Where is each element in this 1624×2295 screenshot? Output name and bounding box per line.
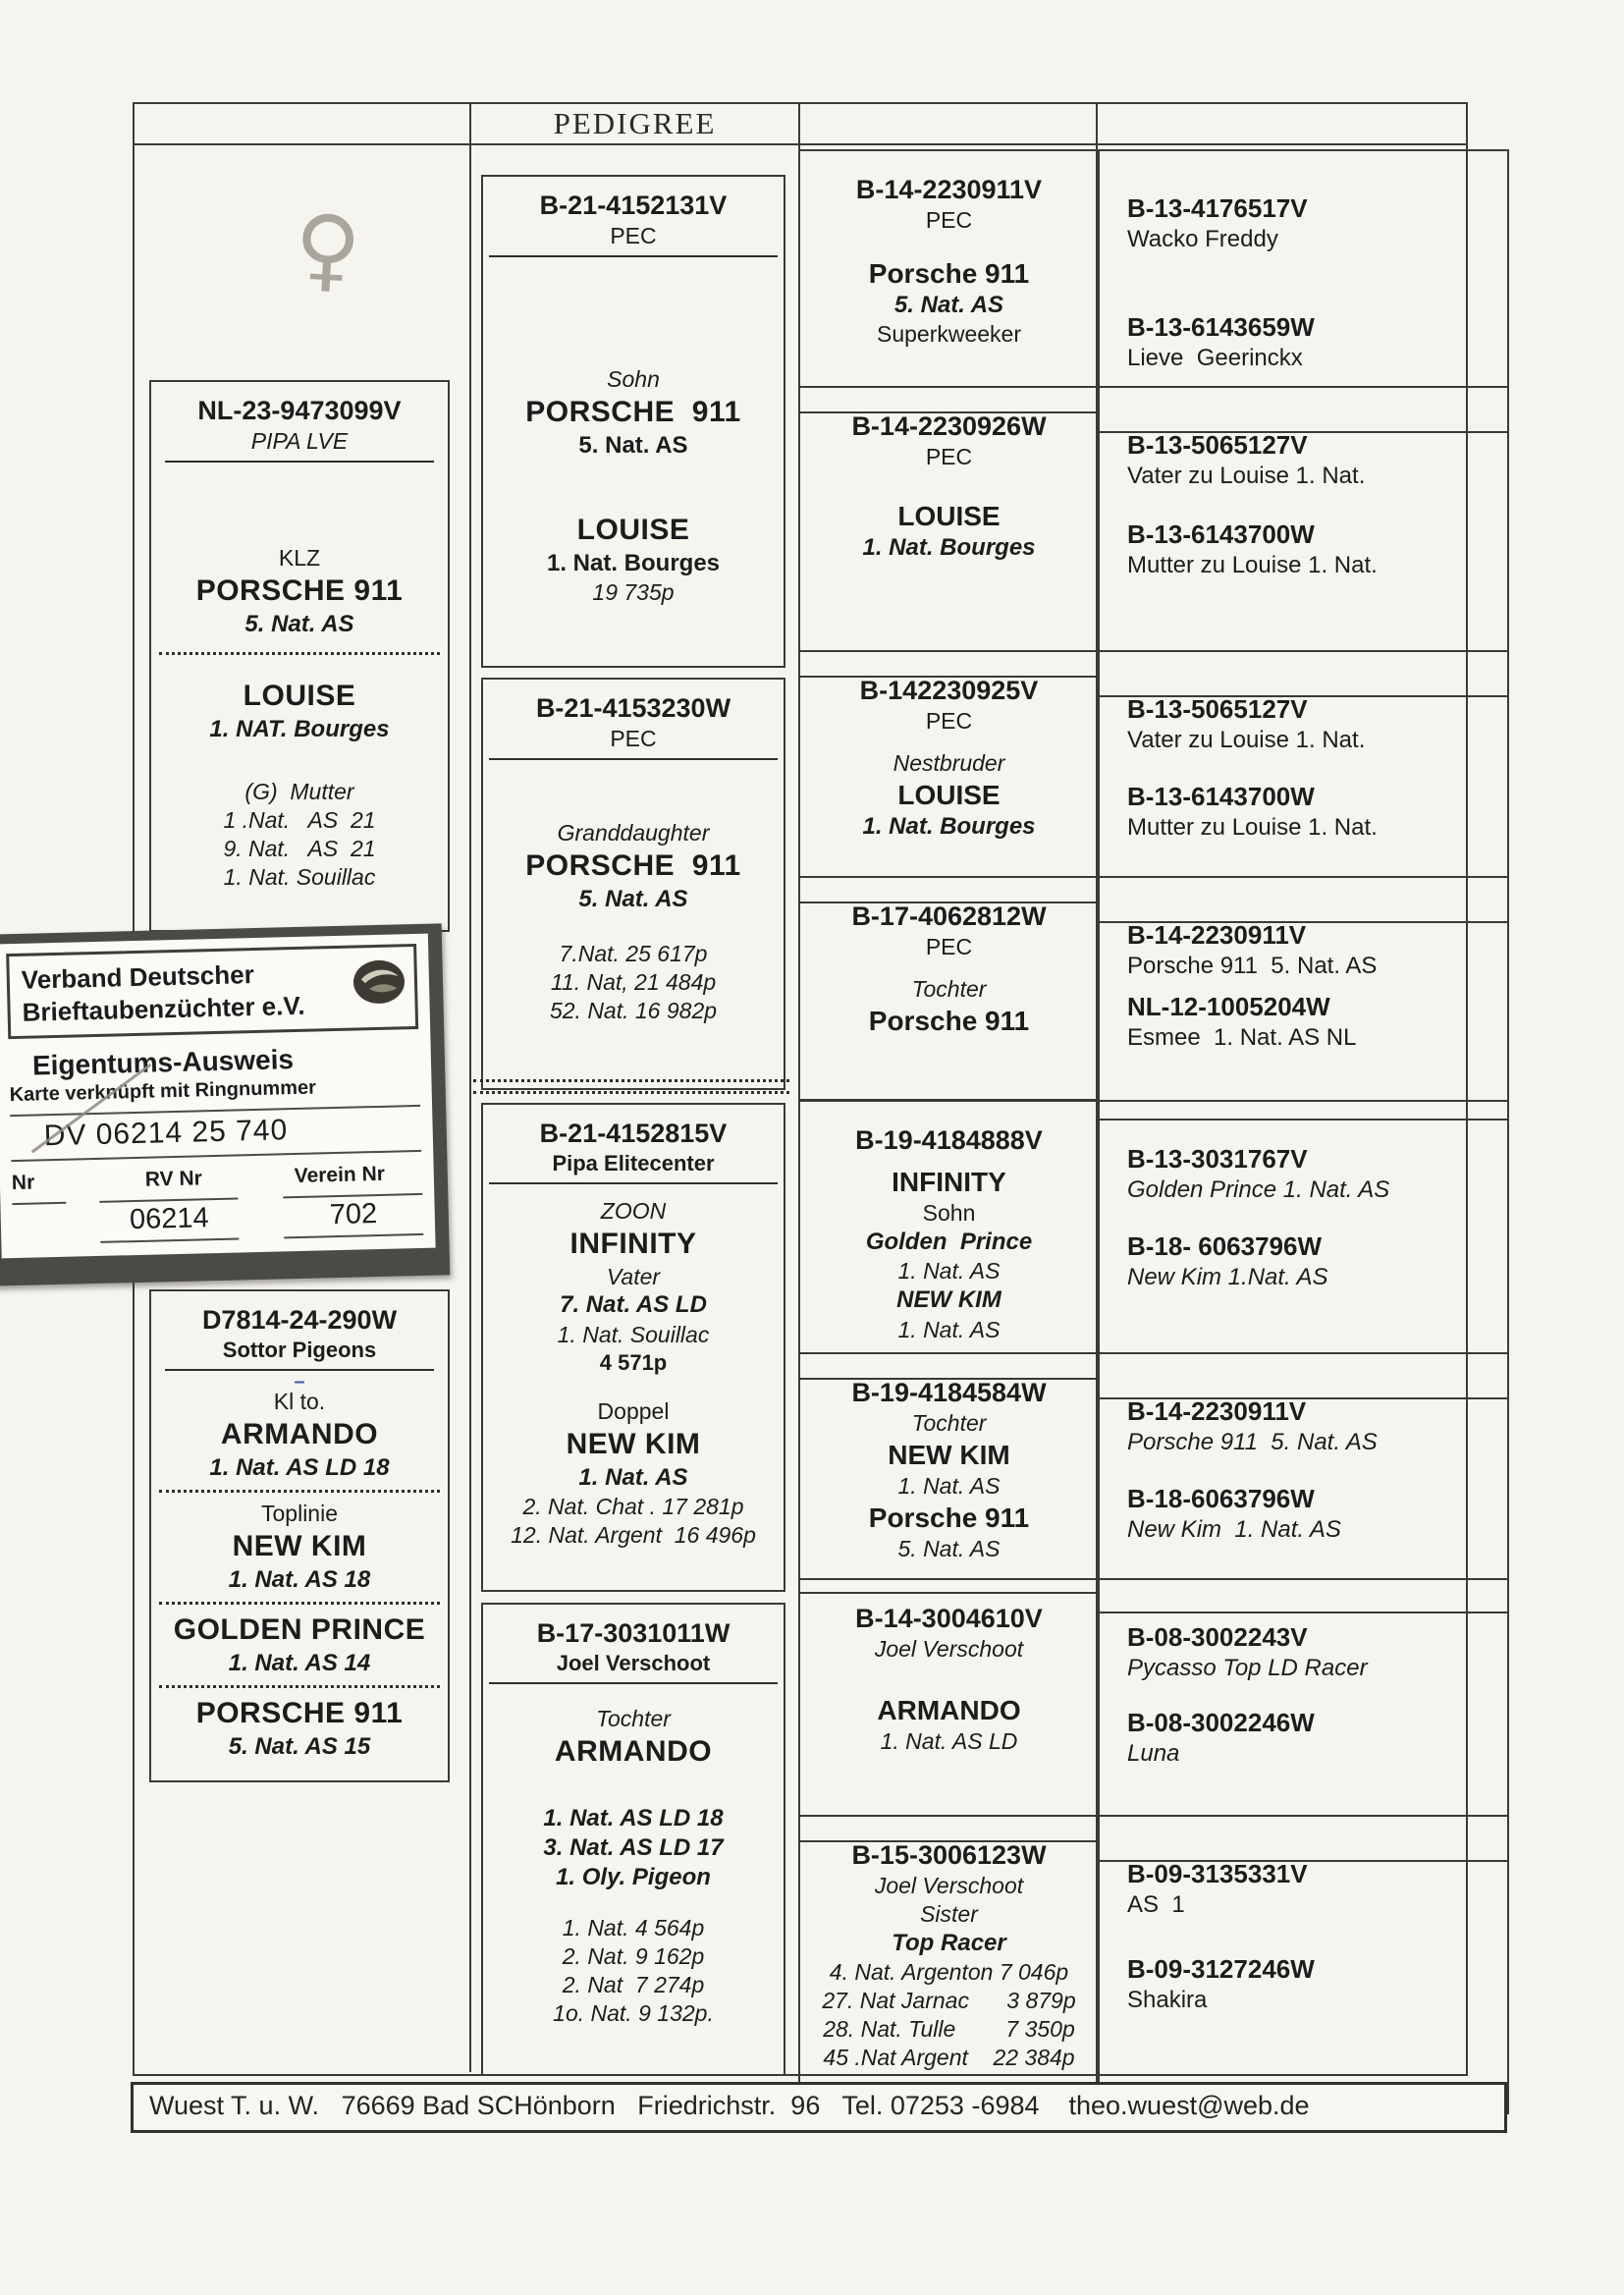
spacer [483, 914, 784, 940]
gen3-cell-1 [798, 149, 1100, 413]
ring-number: B-13-3031767V [1127, 1144, 1308, 1174]
ring-number: B-15-3006123W [851, 1840, 1047, 1870]
bird-name: LOUISE [897, 779, 1001, 810]
bird-name: Esmee 1. Nat. AS NL [1127, 1023, 1357, 1051]
source-line: PEC [925, 207, 973, 234]
subject-box [149, 380, 450, 932]
bird-name: Golden Prince [865, 1229, 1033, 1256]
rule-line [165, 461, 434, 463]
result-line: 5. Nat. AS [578, 431, 688, 459]
dotted-separator [159, 1602, 440, 1605]
text-line: Sohn [922, 1200, 976, 1227]
spacer [800, 736, 1098, 749]
result-line: 11. Nat, 21 484p [550, 968, 717, 995]
text-line: Kl to. [273, 1388, 326, 1414]
bird-name: Porsche 911 [868, 1503, 1030, 1534]
spacer [483, 1376, 784, 1397]
bird-name: GOLDEN PRINCE [173, 1612, 426, 1646]
ring-number: B-13-6143659W [1127, 311, 1315, 342]
column-divider [469, 102, 471, 2072]
result-line: 5. Nat. AS [897, 1536, 1001, 1562]
gen4-cell-4 [1096, 876, 1509, 1120]
text-line: (G) Mutter [244, 779, 354, 805]
ring-number: B-19-4184584W [851, 1378, 1047, 1407]
gen3-cell-4 [798, 876, 1100, 1101]
bird-name: LOUISE [897, 500, 1001, 531]
bird-name: New Kim 1.Nat. AS [1127, 1263, 1328, 1290]
result-line: 27. Nat Jarnac 3 879p [822, 1988, 1076, 2014]
spacer [1127, 1683, 1497, 1707]
ring-number: B-14-2230911V [855, 175, 1043, 204]
spacer [483, 262, 784, 365]
text-line: Tochter [911, 975, 987, 1002]
spacer [800, 471, 1098, 499]
bird-name: PORSCHE 911 [195, 574, 404, 607]
verein-value: 702 [284, 1193, 424, 1238]
verband-logo-icon [351, 956, 406, 1014]
bird-name: Porsche 911 [868, 257, 1030, 289]
bird-name: ARMANDO [877, 1694, 1021, 1725]
result-line: 1. Nat. AS [897, 1316, 1001, 1342]
source-line: PIPA LVE [250, 428, 349, 455]
source-line: PEC [925, 444, 973, 470]
gen2-box-3 [481, 1103, 785, 1592]
spacer [483, 1771, 784, 1804]
text-line: Sister [920, 1900, 978, 1927]
result-line: 2. Nat. 9 162p [562, 1943, 705, 1970]
ring-number: B-13-5065127V [1127, 694, 1308, 724]
result-line: 1. Nat. Bourges [546, 549, 721, 576]
spacer [1127, 1920, 1497, 1953]
spacer [483, 1189, 784, 1197]
spacer [151, 467, 448, 544]
nr-value-field [12, 1202, 67, 1245]
source-line: Sottor Pigeons [222, 1338, 377, 1363]
bird-name: Porsche 911 5. Nat. AS [1127, 952, 1378, 979]
text-line: Doppel [597, 1398, 670, 1425]
result-line: 28. Nat. Tulle 7 350p [823, 2016, 1075, 2043]
text-line: Nestbruder [893, 749, 1005, 776]
bird-name: Golden Prince 1. Nat. AS [1127, 1175, 1390, 1203]
result-line: 1. Nat. Bourges [862, 534, 1036, 562]
bird-name: ARMANDO [220, 1417, 379, 1450]
result-line: 52. Nat. 16 982p [549, 997, 718, 1023]
source-line: Joel Verschoot [874, 1636, 1024, 1663]
result-line: 2. Nat 7 274p [562, 1972, 705, 1998]
result-line: 9. Nat. AS 21 [223, 835, 376, 861]
ring-number: B-08-3002243V [1127, 1622, 1308, 1652]
spacer [1127, 254, 1497, 311]
bird-name: Vater zu Louise 1. Nat. [1127, 726, 1366, 753]
bird-name: Luna [1127, 1739, 1180, 1767]
result-line: 4. Nat. Argenton 7 046p [829, 1959, 1069, 1986]
ring-number: B-13-5065127V [1127, 430, 1308, 460]
ring-number: B-13-6143700W [1127, 781, 1315, 811]
bird-name: NEW KIM [888, 1439, 1010, 1470]
rule-line [489, 1682, 778, 1684]
gen3-cell-7 [798, 1578, 1100, 1842]
bird-name: NEW KIM [232, 1529, 367, 1562]
result-line: 1. Nat. AS [578, 1464, 688, 1492]
gen3-cell-2 [798, 386, 1100, 678]
spacer [1127, 981, 1497, 991]
rule-line [489, 255, 778, 257]
ring-number: B-142230925V [859, 676, 1039, 705]
bird-name: INFINITY [569, 1227, 697, 1260]
gen3-cell-3 [798, 650, 1100, 903]
result-line: 1. Nat. AS 18 [228, 1565, 371, 1593]
bird-name: PORSCHE 911 [525, 848, 741, 882]
ring-number: NL-23-9473099V [197, 396, 402, 425]
bird-name: Top Racer [892, 1929, 1006, 1956]
dotted-separator [159, 1685, 440, 1688]
verein-column-label: Verein Nr [294, 1162, 386, 1188]
result-line: 45 .Nat Argent 22 384p [823, 2045, 1075, 2071]
gen2-box-4 [481, 1603, 785, 2076]
nr-column-label: Nr [11, 1171, 35, 1195]
result-line: 5. Nat. AS [893, 292, 1004, 319]
rv-value: 06214 [99, 1197, 240, 1242]
result-line: 4 571p [599, 1349, 668, 1375]
female-symbol: ♀ [292, 194, 364, 303]
gen4-cell-8 [1096, 1815, 1509, 2114]
ownership-card [0, 923, 450, 1285]
result-line: 1. Nat. Souillac [557, 1321, 710, 1347]
dotted-separator [159, 652, 440, 655]
ring-number: B-17-3031011W [536, 1618, 731, 1648]
spacer [800, 1157, 1098, 1165]
result-line: 1. Nat. AS LD 18 [543, 1804, 724, 1831]
bird-name: Wacko Freddy [1127, 225, 1278, 252]
text-line: Toplinie [261, 1500, 338, 1526]
ring-number: B-13-6143700W [1127, 519, 1315, 549]
card-subtitle: Karte verknüpft mit Ringnummer [9, 1076, 317, 1107]
spacer [800, 235, 1098, 256]
card-column-labels [12, 1162, 422, 1195]
ownership-card-body [0, 934, 436, 1259]
source-line: PEC [610, 726, 657, 752]
bird-name: LOUISE [243, 679, 356, 712]
text-line: Superkweeker [876, 321, 1022, 348]
result-line: 1. NAT. Bourges [209, 715, 390, 742]
rv-column-label: RV Nr [144, 1167, 203, 1191]
result-line: 1. Nat. AS [897, 1258, 1001, 1284]
spacer [800, 961, 1098, 975]
org-header [6, 944, 418, 1039]
ring-number: B-17-4062812W [851, 902, 1047, 931]
bird-name: LOUISE [576, 513, 690, 546]
text-line: Vater [606, 1263, 661, 1289]
result-line: 5. Nat. AS 15 [228, 1732, 371, 1760]
result-line: AS 1 [1127, 1890, 1185, 1918]
text-line: – [294, 1370, 305, 1393]
spacer [800, 1664, 1098, 1693]
ring-number: B-19-4184888V [855, 1125, 1043, 1155]
result-line: 2. Nat. Chat . 17 281p [522, 1494, 744, 1520]
text-line: KLZ [278, 544, 321, 571]
gen2-box-1 [481, 175, 785, 668]
bird-name: INFINITY [892, 1167, 1006, 1198]
spacer [1127, 1457, 1497, 1483]
ring-number: B-14-2230911V [1127, 920, 1307, 950]
result-line: 1. Nat. Souillac [223, 863, 376, 890]
result-line: 1. Nat. AS [897, 1473, 1001, 1500]
text-line: ZOON [600, 1197, 667, 1224]
ring-number: B-08-3002246W [1127, 1707, 1315, 1737]
bird-name: NEW KIM [566, 1428, 701, 1461]
result-line: 1. Nat. Bourges [862, 813, 1036, 841]
text-line: Granddaughter [557, 819, 710, 846]
source-line: PEC [925, 708, 973, 735]
bird-name: Vater zu Louise 1. Nat. [1127, 462, 1366, 489]
bird-name: Porsche 911 5. Nat. AS [1127, 1428, 1378, 1455]
dotted-separator [159, 1490, 440, 1493]
source-line: Joel Verschoot [556, 1651, 711, 1676]
spacer [483, 461, 784, 512]
rule-line [489, 758, 778, 760]
source-line: Pipa Elitecenter [552, 1151, 715, 1176]
result-line: 3. Nat. AS LD 17 [543, 1833, 724, 1861]
spacer [1127, 755, 1497, 781]
bird-name: Pycasso Top LD Racer [1127, 1654, 1368, 1681]
ring-number: B-09-3127246W [1127, 1953, 1315, 1984]
result-line: 1o. Nat. 9 132p. [553, 2000, 714, 2027]
source-line: PEC [610, 223, 657, 249]
result-line: 5. Nat. AS [578, 885, 688, 912]
text-line: Tochter [596, 1705, 671, 1731]
ring-number: B-21-4152131V [539, 191, 728, 220]
spacer [483, 1689, 784, 1705]
ring-number: B-13-4176517V [1127, 193, 1308, 223]
result-line: 1. Nat. 4 564p [562, 1915, 705, 1941]
spacer [151, 639, 448, 645]
result-line: 1. Oly. Pigeon [556, 1863, 711, 1890]
bird-box-d7814 [149, 1289, 450, 1782]
bird-name: Lieve Geerinckx [1127, 344, 1303, 371]
gen3-cell-8 [798, 1815, 1100, 2095]
result-line: 1. Nat. AS LD [880, 1728, 1018, 1755]
source-line: Joel Verschoot [874, 1873, 1024, 1899]
result-line: 5. Nat. AS [244, 610, 354, 637]
result-line: 1 .Nat. AS 21 [223, 806, 376, 833]
gen2-box-2 [481, 678, 785, 1090]
ring-number-field: DV 06214 25 740 [10, 1105, 421, 1162]
spacer [483, 765, 784, 819]
ring-number: B-18-6063796W [1127, 1483, 1315, 1513]
text-line: Sohn [607, 365, 660, 392]
bird-name: New Kim 1. Nat. AS [1127, 1515, 1341, 1543]
spacer [1127, 1205, 1497, 1230]
bird-name: Mutter zu Louise 1. Nat. [1127, 551, 1378, 578]
bird-name: PORSCHE 911 [195, 1696, 404, 1729]
breeder-contact-footer: Wuest T. u. W. 76669 Bad SCHönborn Friedrichstr. 96 Tel. 07253 -6984 theo.wuest@web.de [131, 2082, 1507, 2133]
bird-name: ARMANDO [554, 1734, 713, 1768]
card-title: Eigentums-Ausweis [31, 1044, 295, 1081]
ring-number: B-09-3135331V [1127, 1859, 1308, 1888]
ring-number: B-21-4153230W [535, 693, 731, 723]
org-name-line: Brieftaubenzüchter e.V. [22, 990, 305, 1027]
ring-number: B-14-2230911V [1127, 1396, 1307, 1426]
result-line: 1. Nat. AS LD 18 [209, 1453, 390, 1481]
text-line: Tochter [911, 1410, 987, 1437]
card-values [12, 1193, 423, 1245]
bird-name: Porsche 911 [868, 1005, 1030, 1036]
bird-name: NEW KIM [896, 1286, 1001, 1314]
result-line: 7.Nat. 25 617p [559, 940, 708, 966]
rule-line [489, 1182, 778, 1184]
ring-number: NL-12-1005204W [1127, 991, 1330, 1021]
spacer [151, 662, 448, 678]
bird-name: PORSCHE 911 [525, 395, 741, 428]
result-line: 12. Nat. Argent 16 496p [511, 1522, 756, 1549]
ring-number: B-18- 6063796W [1127, 1230, 1322, 1261]
result-line: 7. Nat. AS LD [560, 1291, 707, 1319]
ring-number: B-14-2230926W [851, 411, 1047, 441]
result-line: 19 735p [592, 579, 675, 606]
bird-name: Shakira [1127, 1986, 1208, 2013]
ring-number: D7814-24-290W [201, 1305, 398, 1335]
spacer [151, 744, 448, 778]
dotted-separator [473, 1079, 789, 1094]
gen3-cell-6 [798, 1352, 1100, 1594]
source-line: PEC [925, 934, 973, 960]
page-title: PEDIGREE [553, 106, 717, 140]
bird-name: Mutter zu Louise 1. Nat. [1127, 813, 1378, 841]
spacer [1127, 491, 1497, 519]
gen4-cell-6 [1096, 1352, 1509, 1613]
spacer [483, 1892, 784, 1914]
org-name-line: Verband Deutscher [21, 959, 255, 995]
gen3-cell-5 [798, 1100, 1100, 1380]
ring-number: B-21-4152815V [539, 1119, 728, 1148]
ring-number: B-14-3004610V [855, 1604, 1043, 1633]
result-line: 1. Nat. AS 14 [228, 1649, 371, 1676]
